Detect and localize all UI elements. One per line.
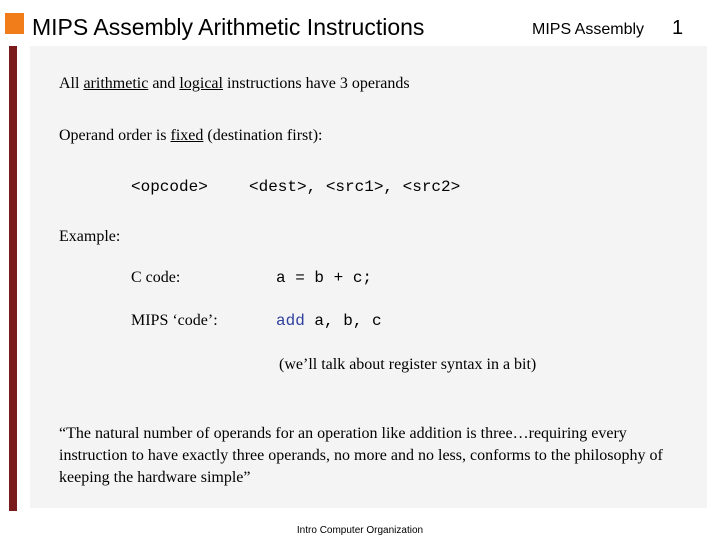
- text-segment: Operand order is: [59, 127, 171, 144]
- format-opcode: <opcode>: [131, 178, 208, 196]
- underlined-term-logical: logical: [179, 75, 223, 92]
- title-accent-square: [5, 13, 24, 34]
- text-segment: (destination first):: [203, 127, 323, 144]
- text-segment: and: [148, 75, 180, 92]
- footer-course-name: Intro Computer Organization: [296, 525, 424, 536]
- design-philosophy-quote: “The natural number of operands for an operation like addition is three…requiring every instruction to have exactly three operands, no more and no less, conforms to the philosophy of keeping the hardware simple”: [59, 425, 663, 486]
- text-segment: instructions have 3 operands: [222, 75, 410, 92]
- header-course-label: MIPS Assembly: [532, 21, 645, 38]
- mips-code-snippet: [276, 310, 382, 332]
- operand-order-statement: [59, 125, 322, 147]
- page-number: 1: [672, 17, 684, 39]
- c-code-snippet: a = b + c;: [276, 269, 373, 287]
- mips-operands: a, b, c: [304, 312, 382, 330]
- mips-code-label: MIPS ‘code’:: [131, 312, 218, 329]
- operands-statement: [59, 73, 410, 95]
- text-segment: All: [59, 75, 84, 92]
- underlined-term-arithmetic: arithmetic: [83, 75, 149, 92]
- example-label: Example:: [59, 228, 121, 245]
- slide-title: MIPS Assembly Arithmetic Instructions: [32, 14, 425, 40]
- format-operands: <dest>, <src1>, <src2>: [249, 178, 461, 196]
- mips-add-keyword: add: [276, 312, 305, 330]
- left-accent-bar: [9, 46, 17, 511]
- register-syntax-note: (we’ll talk about register syntax in a bit): [279, 356, 537, 373]
- c-code-label: C code:: [131, 269, 181, 286]
- underlined-term-fixed: fixed: [170, 127, 204, 144]
